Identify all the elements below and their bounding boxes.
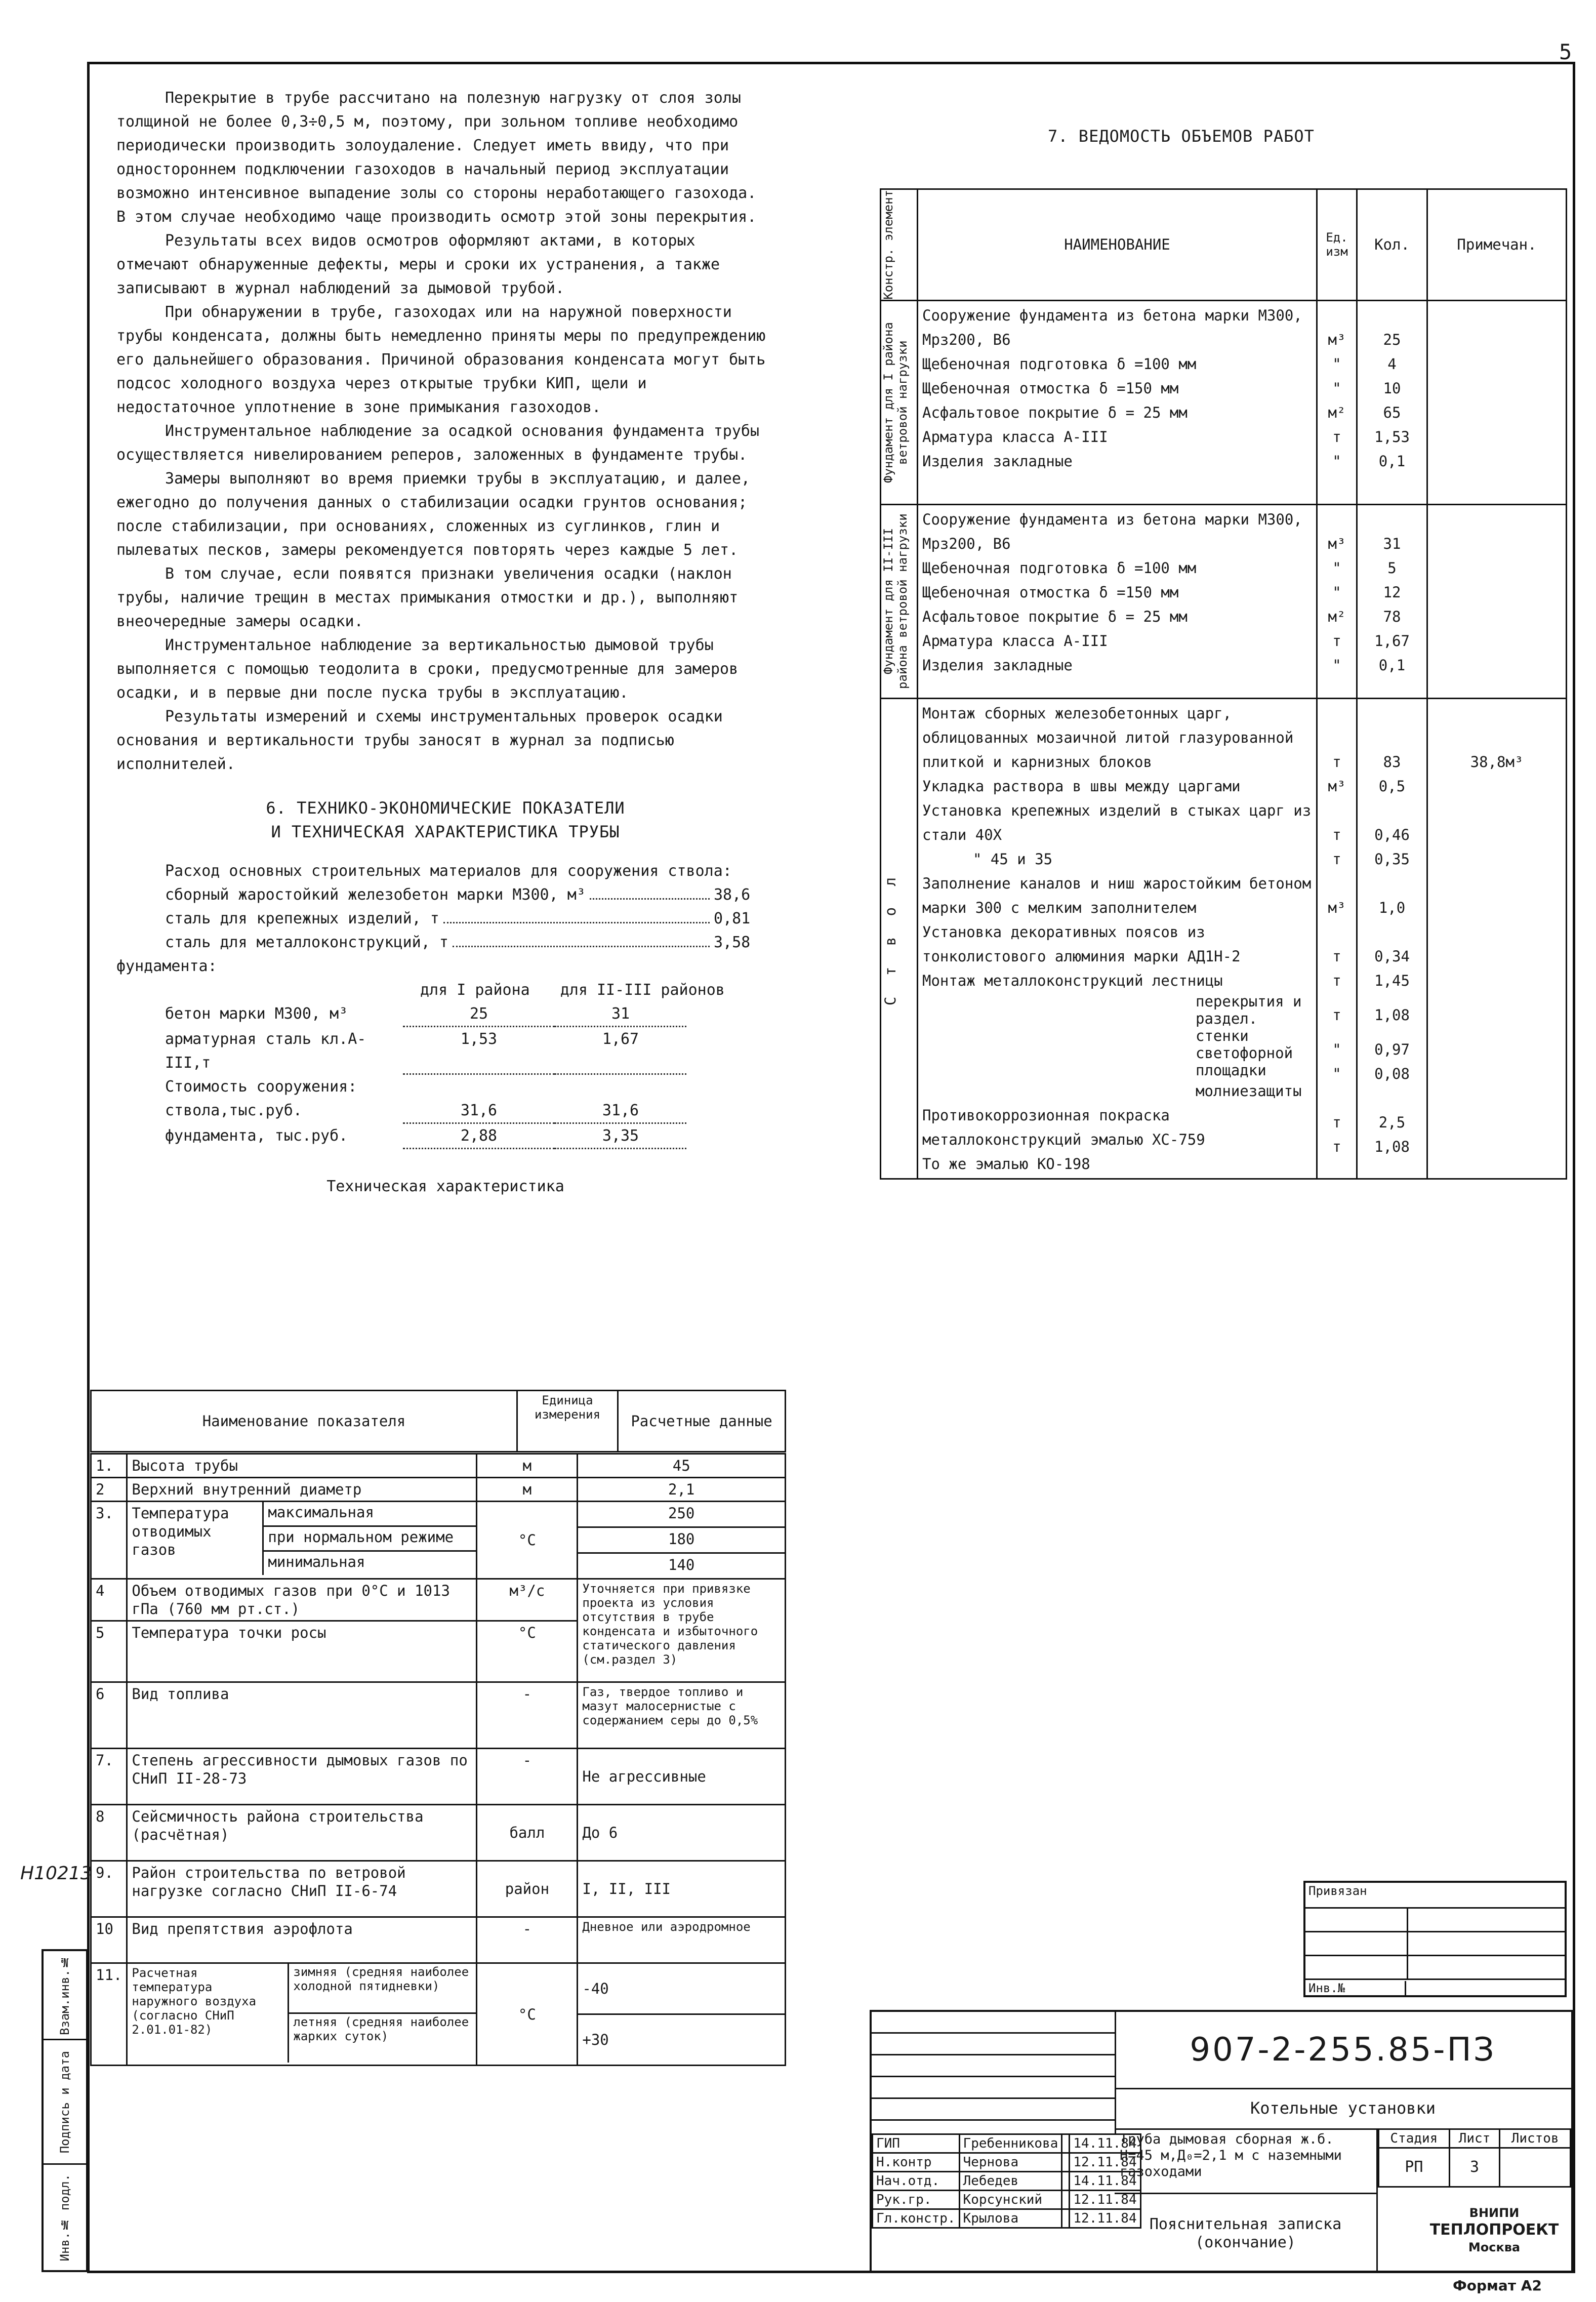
trunk-items [116, 883, 774, 954]
work-qty: 2,5 [1378, 1113, 1406, 1131]
work-qty: 78 [1383, 608, 1401, 625]
side-label: Подпись и дата [58, 2050, 72, 2153]
work-unit: м³ [1328, 899, 1346, 916]
stage-value: РП [1379, 2148, 1450, 2187]
sub-name: при нормальном режиме [264, 1527, 476, 1552]
tech-header-row [91, 1391, 786, 1452]
paragraph: Перекрытие в трубе рассчитано на полезную нагрузку от слоя золы толщиной не более 0,3÷0,5 м, поэтому, при зольном топливе необходимо периодически производить золоудаление. Следует иметь ввиду, что при одностороннем подключении газоходов в начальный период эксплуатации возможно интенсивное выпадение золы со стороны неработающего газохода. В этом случае необходимо чаще производить осмотр этой зоны перекрытия. [116, 89, 766, 226]
left-column [116, 86, 774, 1198]
table-row [91, 1805, 786, 1861]
work-unit: т [1332, 632, 1341, 650]
row-name: Район строительства по ветровой нагрузке согласно СНиП II-6-74 [127, 1861, 477, 1917]
foundation-headers [116, 978, 774, 1002]
work-item: Установка декоративных поясов из тонколистового алюминия марки АД1Н-2 [922, 923, 1241, 965]
trunk-item-value: 38,6 [714, 886, 751, 904]
group-element: Фундамент для I района ветровой нагрузки [881, 321, 910, 483]
row-value: 180 [578, 1527, 786, 1553]
section-6-title: И ТЕХНИЧЕСКАЯ ХАРАКТЕРИСТИКА ТРУБЫ [271, 822, 620, 841]
foundation-v1: 25 [403, 1002, 555, 1027]
work-qty: 1,08 [1374, 1006, 1410, 1024]
cost-label: Стоимость сооружения: [165, 1078, 357, 1096]
cost-v1: 31,6 [403, 1099, 555, 1124]
trunk-item-label: сталь для металлоконструкций, т [165, 934, 448, 951]
stage-label: Стадия [1379, 2129, 1450, 2148]
trunk-item-value: 0,81 [714, 910, 751, 927]
row-num: 6 [91, 1682, 127, 1749]
work-unit: " [1332, 379, 1341, 397]
paragraph: Инструментальное наблюдение за осадкой основания фундамента трубы осуществляется нивелированием реперов, заложенных в фундаменте трубы. [116, 422, 769, 464]
work-unit: " [1332, 355, 1341, 373]
group-names [918, 300, 1317, 504]
trunk-item [165, 931, 774, 954]
paragraph: Замеры выполняют во время приемки трубы в эксплуатацию, и далее, ежегодно до получения данных о стабилизации осадки грунтов основания; после стабилизации, при основаниях, сложенных из суглинков, глин и пылеватых песков, замеры рекомендуется повторять через каждые 5 лет. [116, 470, 759, 559]
row-subgroup [127, 1963, 477, 2066]
person-name: Лебедев [959, 2172, 1062, 2191]
group-units [1317, 300, 1357, 504]
work-qty: 0,97 [1374, 1040, 1410, 1058]
person-date: 14.11.84 [1070, 2134, 1140, 2153]
work-unit: м³ [1328, 331, 1346, 348]
work-unit: " [1332, 583, 1341, 601]
work-volume-table [880, 188, 1567, 1180]
title-block [870, 2010, 1573, 2273]
row-value: 250 [578, 1502, 786, 1527]
sheets-label: Листов [1500, 2129, 1571, 2148]
group-names [918, 504, 1317, 698]
sheet-value: 3 [1449, 2148, 1500, 2187]
table-row [91, 1478, 786, 1502]
person-role: Нач.отд. [873, 2172, 960, 2191]
work-header-row [881, 189, 1567, 301]
row-num: 9. [91, 1861, 127, 1917]
privyazan-inv: Инв.№ [1308, 1981, 1406, 1995]
work-unit: т [1332, 1113, 1341, 1131]
row-name: Температура отводимых газов [132, 1505, 229, 1558]
table-row [91, 1682, 786, 1749]
row-num: 1. [91, 1454, 127, 1478]
work-unit: " [1332, 559, 1341, 577]
work-qty: 0,34 [1374, 947, 1410, 965]
foundation-item [165, 1027, 774, 1075]
foundation-label: фундамента: [116, 957, 217, 975]
work-item: Противокоррозионная покраска металлоконструкций эмалью ХС-759 [922, 1106, 1205, 1148]
people-list [872, 2133, 1137, 2229]
row-value: 45 [578, 1454, 786, 1478]
foundation-item-label: бетон марки М300, м³ [165, 1005, 348, 1023]
work-item: Укладка раствора в швы между царгами [922, 777, 1241, 795]
cost-v2: 31,6 [555, 1099, 686, 1124]
privyazan-title: Привязан [1305, 1883, 1565, 1909]
group-element: Фундамент для II-III района ветровой нагрузки [881, 513, 910, 690]
table-row [91, 1502, 786, 1527]
work-header: Констр. элемент [881, 190, 895, 300]
inv-code: Н10213 [20, 1863, 92, 1884]
work-qty: 25 [1383, 331, 1401, 348]
row-value: +30 [578, 2014, 786, 2066]
work-qty: 1,67 [1374, 632, 1410, 650]
work-header: НАИМЕНОВАНИЕ [918, 189, 1317, 301]
work-qty: 31 [1383, 535, 1401, 552]
paragraph: Результаты всех видов осмотров оформляют актами, в которых отмечают обнаруженные дефекты, меры и сроки их устранения, а также записывают в журнал наблюдений за дымовой трубой. [116, 232, 729, 297]
tech-table-body [90, 1453, 786, 2066]
foundation-header: для II-III районов [560, 981, 725, 999]
row-num: 2 [91, 1478, 127, 1502]
stamp-subtitle: Котельные установки [1250, 2098, 1436, 2118]
foundation-v2: 31 [555, 1002, 686, 1027]
sub-name: летняя (средняя наиболее жарких суток) [293, 2015, 469, 2043]
work-unit: м² [1328, 403, 1346, 421]
work-unit: т [1332, 1138, 1341, 1155]
work-group [881, 504, 1567, 698]
document-code: 907-2-255.85-ПЗ [1190, 2031, 1496, 2069]
table-row [91, 1963, 786, 2014]
row-value: -40 [578, 1963, 786, 2014]
cost-item-label: ствола,тыс.руб. [165, 1102, 302, 1119]
trunk-item [165, 907, 774, 931]
person-row [873, 2134, 1141, 2153]
work-item: Щебеночная подготовка δ =100 мм [922, 355, 1197, 373]
tech-header: Единица измерения [517, 1391, 618, 1452]
work-unit: м³ [1328, 777, 1346, 795]
work-item: Щебеночная отмостка δ =150 мм [922, 583, 1179, 601]
work-item: Монтаж сборных железобетонных царг, облицованных мозаичной литой глазурованной плиткой и карнизных блоков [922, 704, 1294, 771]
page-number: 5 [1559, 39, 1572, 64]
row-unit: °С [477, 1502, 578, 1579]
work-header: Примечан. [1427, 189, 1567, 301]
foundation-header: для I района [420, 981, 530, 999]
row-unit: м [477, 1454, 578, 1478]
work-item: светофорной площадки [1196, 1044, 1293, 1079]
tech-table [90, 1390, 786, 1452]
work-item: Изделия закладные [922, 452, 1073, 470]
row-unit: °С [477, 1621, 578, 1682]
row-num: 7. [91, 1749, 127, 1805]
row-name: Расчетная температура наружного воздуха (согласно СНиП 2.01.01-82) [132, 1966, 257, 2037]
side-stamp [42, 1949, 88, 2272]
work-item: Асфальтовое покрытие δ = 25 мм [922, 403, 1188, 421]
tech-rows [90, 1453, 786, 2066]
work-item: То же эмалью КО-198 [922, 1155, 1090, 1173]
group-qty [1357, 698, 1427, 1179]
row-value: 2,1 [578, 1478, 786, 1502]
person-row [873, 2153, 1141, 2172]
work-unit: т [1332, 1006, 1341, 1024]
work-item: Арматура класса А-III [922, 632, 1108, 650]
row-unit: - [477, 1682, 578, 1749]
work-item: Асфальтовое покрытие δ = 25 мм [922, 608, 1188, 625]
work-unit: т [1332, 753, 1341, 771]
work-note: 38,8м³ [1470, 753, 1524, 771]
work-qty: 10 [1383, 379, 1401, 397]
work-unit: м³ [1328, 535, 1346, 552]
work-item: Установка крепежных изделий в стыках царг из стали 40Х [922, 801, 1312, 843]
work-item: Монтаж металлоконструкций лестницы [922, 972, 1223, 989]
row-num: 8 [91, 1805, 127, 1861]
work-unit: т [1332, 947, 1341, 965]
work-item: Щебеночная отмостка δ =150 мм [922, 379, 1179, 397]
person-row [873, 2209, 1141, 2228]
paragraph: Результаты измерений и схемы инструментальных проверок осадки основания и вертикальности трубы заносят в журнал за подписью исполнителей. [116, 708, 732, 773]
row-name: Степень агрессивности дымовых газов по СНиП II-28-73 [127, 1749, 477, 1805]
row-num: 5 [91, 1621, 127, 1682]
work-unit: " [1332, 1040, 1341, 1058]
work-unit: " [1332, 656, 1341, 674]
sheet-label: Лист [1449, 2129, 1500, 2148]
work-header: Ед. изм [1317, 189, 1357, 301]
row-num: 10 [91, 1917, 127, 1963]
person-date: 12.11.84 [1070, 2209, 1140, 2228]
paragraph: Инструментальное наблюдение за вертикальностью дымовой трубы выполняется с помощью теодолита в сроки, предусмотренные для замеров осадки, и в первые дни после пуска трубы в эксплуатацию. [116, 636, 748, 702]
row-name: Объем отводимых газов при 0°С и 1013 гПа (760 мм рт.ст.) [127, 1579, 477, 1621]
person-role: Н.контр [873, 2153, 960, 2172]
table-row [91, 1749, 786, 1805]
group-units [1317, 698, 1357, 1179]
format-label: Формат А2 [1453, 2277, 1542, 2294]
trunk-item [165, 883, 774, 907]
work-header: Кол. [1357, 189, 1427, 301]
sub-name: зимняя (средняя наиболее холодной пятидневки) [289, 1964, 476, 2014]
table-row [91, 1454, 786, 1478]
paragraph: В том случае, если появятся признаки увеличения осадки (наклон трубы, наличие трещин в местах примыкания отмостки и др.), выполняют внеочередные замеры осадки. [116, 565, 748, 630]
row-name: Вид топлива [127, 1682, 477, 1749]
tech-title: Техническая характеристика [326, 1178, 564, 1195]
work-item: Сооружение фундамента из бетона марки М300, Мрз200, В6 [922, 510, 1302, 552]
side-label: Взам.инв.№ [58, 1955, 72, 2035]
row-name: Верхний внутренний диаметр [127, 1478, 477, 1502]
table-row [91, 1579, 786, 1621]
object-description: Труба дымовая сборная ж.б. Н=45 м,Д₀=2,1 м с наземными газоходами [1115, 2128, 1378, 2194]
cost-item-label: фундамента, тыс.руб. [165, 1127, 348, 1145]
row-unit: - [477, 1917, 578, 1963]
row-num: 4 [91, 1579, 127, 1621]
sub-name: минимальная [268, 1553, 365, 1570]
person-date: 12.11.84 [1070, 2153, 1140, 2172]
foundation-items [116, 1002, 774, 1149]
foundation-item [165, 1002, 774, 1027]
paragraph: При обнаружении в трубе, газоходах или на наружной поверхности трубы конденсата, должны быть немедленно приняты меры по предупреждению его дальнейшего образования. Причиной образования конденсата могут быть подсос холодного воздуха через открытые трубки КИП, щели и недостаточное уплотнение в зоне примыкания газоходов. [116, 303, 775, 416]
work-qty: 0,5 [1378, 777, 1406, 795]
person-role: ГИП [873, 2134, 960, 2153]
group-units [1317, 504, 1357, 698]
row-value: Не агрессивные [578, 1749, 786, 1805]
work-qty: 0,35 [1374, 850, 1410, 868]
cost-item [165, 1124, 774, 1149]
person-role: Рук.гр. [873, 2191, 960, 2209]
foundation-item-label: арматурная сталь кл.А-III,т [165, 1030, 366, 1072]
work-item: Сооружение фундамента из бетона марки М300, Мрз200, В6 [922, 306, 1302, 348]
work-item: Арматура класса А-III [922, 428, 1108, 446]
work-qty: 0,1 [1378, 656, 1406, 674]
tech-header: Наименование показателя [91, 1391, 517, 1452]
organization [1418, 2204, 1570, 2256]
work-qty: 5 [1387, 559, 1397, 577]
row-subgroup [127, 1502, 477, 1579]
work-unit: " [1332, 452, 1341, 470]
work-qty: 4 [1387, 355, 1397, 373]
work-item: " 45 и 35 [973, 850, 1053, 868]
work-group [881, 698, 1567, 1179]
document-name: Пояснительная записка (окончание) [1115, 2194, 1378, 2273]
cost-v2: 3,35 [555, 1124, 686, 1149]
work-qty: 1,0 [1378, 899, 1406, 916]
work-unit: м² [1328, 608, 1346, 625]
privyazan-box [1303, 1881, 1567, 1997]
person-name: Гребенникова [959, 2134, 1062, 2153]
table-row [91, 1917, 786, 1963]
work-item: молниезащиты [1196, 1082, 1302, 1100]
row-value: 140 [578, 1553, 786, 1579]
work-group [881, 300, 1567, 504]
row-unit: м³/с [477, 1579, 578, 1621]
group-qty [1357, 504, 1427, 698]
work-qty: 0,1 [1378, 452, 1406, 470]
row-value: Уточняется при привязке проекта из условия отсутствия в трубе конденсата и избыточного статического давления (см.раздел 3) [578, 1579, 786, 1682]
row-name: Сейсмичность района строительства (расчётная) [127, 1805, 477, 1861]
tech-header: Расчетные данные [618, 1391, 786, 1452]
side-label: Инв.№ подл. [58, 2173, 72, 2261]
work-item: Заполнение каналов и ниш жаростойким бетоном марки 300 с мелким заполнителем [922, 874, 1312, 916]
table-row [91, 1861, 786, 1917]
work-qty: 65 [1383, 403, 1401, 421]
work-unit: т [1332, 428, 1341, 446]
row-value: Дневное или аэродромное [578, 1917, 786, 1963]
org-line: ВНИПИ [1469, 2206, 1520, 2220]
work-volume-title: 7. ВЕДОМОСТЬ ОБЪЕМОВ РАБОТ [1048, 127, 1315, 146]
row-unit: °С [477, 1963, 578, 2066]
work-unit: " [1332, 1065, 1341, 1082]
row-unit: балл [477, 1805, 578, 1861]
person-row [873, 2172, 1141, 2191]
person-name: Крылова [959, 2209, 1062, 2228]
work-item: Щебеночная подготовка δ =100 мм [922, 559, 1197, 577]
trunk-item-label: сталь для крепежных изделий, т [165, 910, 439, 927]
row-value: I, II, III [578, 1861, 786, 1917]
foundation-v1: 1,53 [403, 1027, 555, 1075]
row-name: Высота трубы [127, 1454, 477, 1478]
work-qty: 0,08 [1374, 1065, 1410, 1082]
cost-v1: 2,88 [403, 1124, 555, 1149]
trunk-item-value: 3,58 [714, 934, 751, 951]
org-line: ТЕПЛОПРОЕКТ [1429, 2221, 1559, 2239]
work-unit: т [1332, 972, 1341, 989]
section-6-title: 6. ТЕХНИКО-ЭКОНОМИЧЕСКИЕ ПОКАЗАТЕЛИ [266, 798, 625, 818]
work-qty: 0,46 [1374, 826, 1410, 843]
work-qty: 83 [1383, 753, 1401, 771]
row-name: Вид препятствия аэрофлота [127, 1917, 477, 1963]
sub-name: максимальная [264, 1502, 476, 1527]
foundation-v2: 1,67 [555, 1027, 686, 1075]
row-value: До 6 [578, 1805, 786, 1861]
group-qty [1357, 300, 1427, 504]
row-name: Температура точки росы [127, 1621, 477, 1682]
row-unit: район [477, 1861, 578, 1917]
work-qty: 1,45 [1374, 972, 1410, 989]
work-item: Изделия закладные [922, 656, 1073, 674]
person-name: Чернова [959, 2153, 1062, 2172]
group-element: С т в о л [882, 871, 899, 1006]
person-date: 14.11.84 [1070, 2172, 1140, 2191]
work-item: перекрытия и раздел. стенки [1196, 992, 1302, 1044]
work-unit: т [1332, 826, 1341, 843]
row-value: Газ, твердое топливо и мазут малосернистые с содержанием серы до 0,5% [578, 1682, 786, 1749]
cost-item [165, 1099, 774, 1124]
row-unit: - [477, 1749, 578, 1805]
materials-intro: Расход основных строительных материалов для сооружения ствола: [165, 862, 732, 880]
row-num: 3. [91, 1502, 127, 1579]
work-unit: т [1332, 850, 1341, 868]
person-name: Корсунский [959, 2191, 1062, 2209]
row-num: 11. [91, 1963, 127, 2066]
sheet-info [1378, 2128, 1571, 2188]
trunk-item-label: сборный жаростойкий железобетон марки М300, м³ [165, 886, 586, 904]
work-qty: 1,08 [1374, 1138, 1410, 1155]
work-qty: 12 [1383, 583, 1401, 601]
org-line: Москва [1468, 2240, 1521, 2254]
person-role: Гл.констр. [873, 2209, 960, 2228]
person-row [873, 2191, 1141, 2209]
person-date: 12.11.84 [1070, 2191, 1140, 2209]
group-notes [1427, 698, 1567, 1179]
group-names [918, 698, 1317, 1179]
row-unit: м [477, 1478, 578, 1502]
work-qty: 1,53 [1374, 428, 1410, 446]
